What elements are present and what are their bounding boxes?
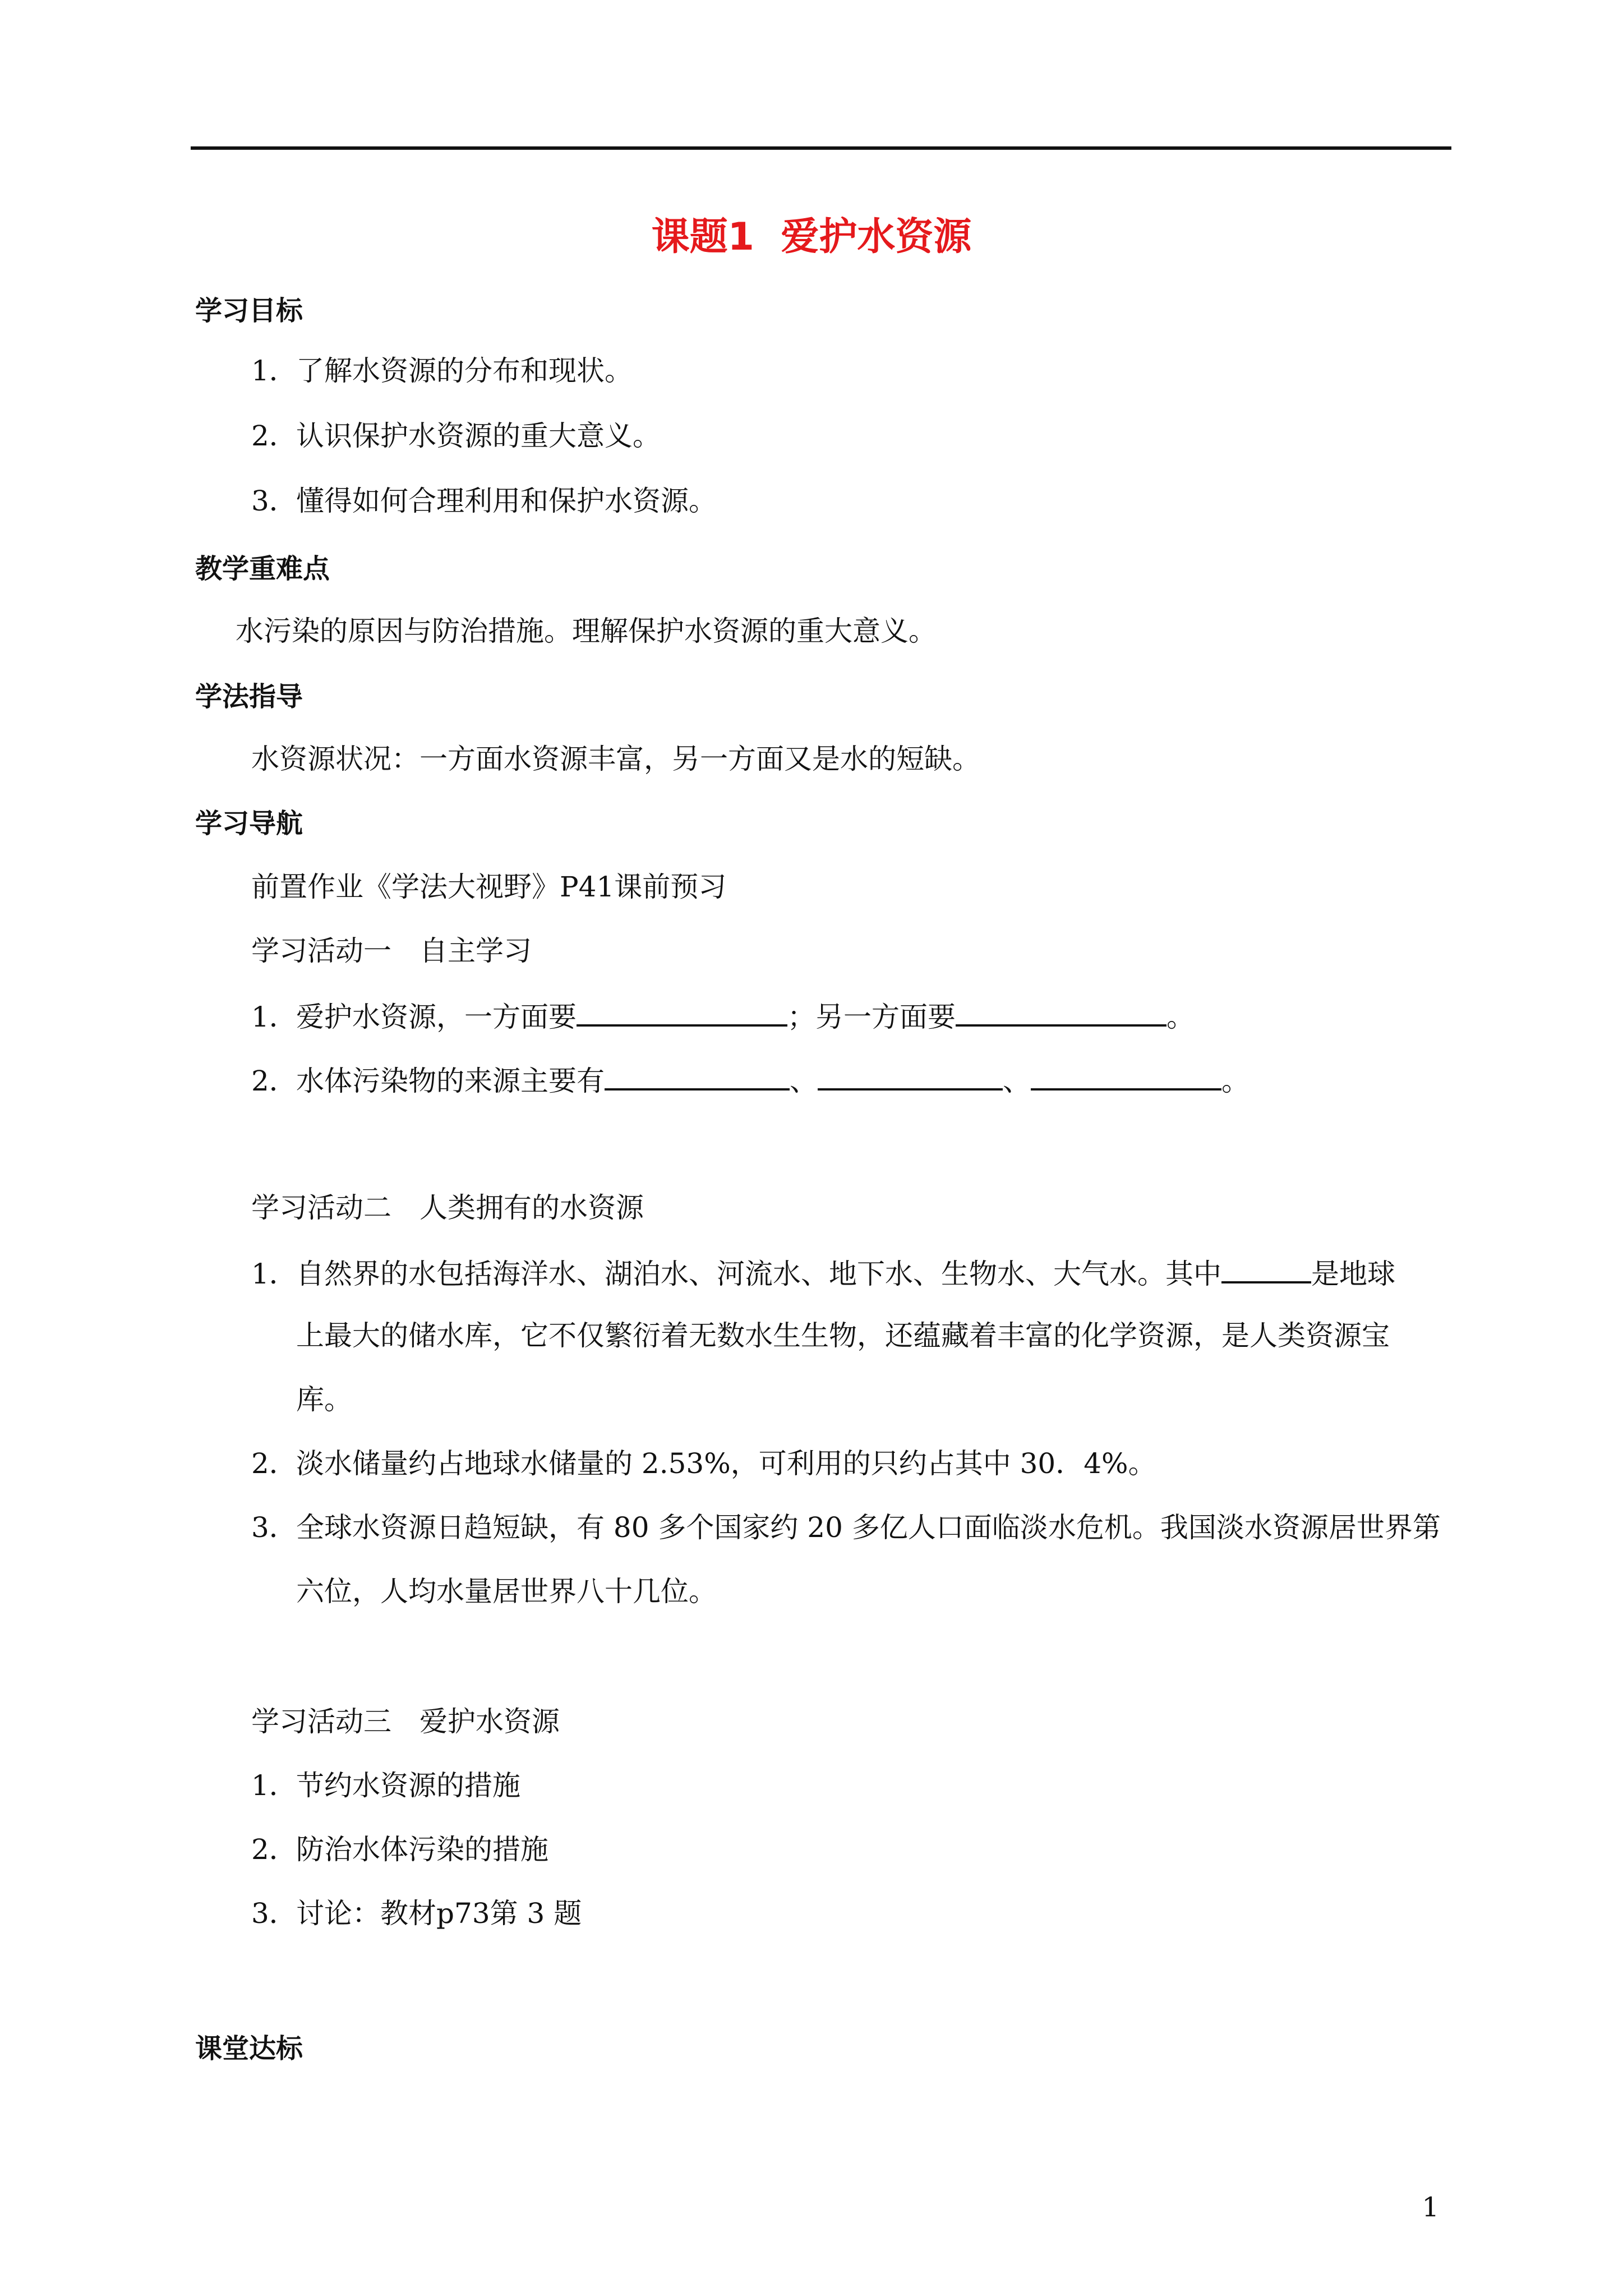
- question-text: 、: [790, 1065, 818, 1097]
- objective-item: [251, 351, 633, 390]
- question-text: 爱护水资源，一方面要: [296, 1001, 577, 1033]
- answer-blank[interactable]: [818, 1059, 1003, 1091]
- item-number: 1．: [251, 355, 297, 387]
- question-text: 。: [1221, 1065, 1249, 1097]
- item-number: 2．: [251, 1447, 297, 1480]
- item-text: 认识保护水资源的重大意义。: [296, 420, 661, 452]
- item-number: 3．: [251, 485, 297, 517]
- item-number: 3．: [251, 1897, 297, 1930]
- activity2-para-3-line-2: 六位，人均水量居世界八十几位。: [296, 1575, 717, 1608]
- para-text: 淡水储量约占地球水储量的 2.53%，可利用的只约占其中 30．4%。: [296, 1447, 1156, 1480]
- para-text: 全球水资源日趋短缺，有 80 多个国家约 20 多亿人口面临淡水危机。我国淡水资源居世界第: [296, 1511, 1441, 1544]
- activity1-question-2: [251, 1059, 1249, 1101]
- question-text: 水体污染物的来源主要有: [296, 1065, 605, 1097]
- item-text: 了解水资源的分布和现状。: [296, 355, 633, 387]
- activity2-para-1-line-1: [251, 1252, 1395, 1294]
- item-number: 3．: [251, 1511, 297, 1544]
- item-text: 讨论：教材p73第 3 题: [296, 1897, 582, 1930]
- activity3-item: [251, 1766, 520, 1805]
- heading-objectives: 学习目标: [195, 295, 303, 326]
- answer-blank[interactable]: [1221, 1252, 1311, 1283]
- activity1-title: 学习活动一 自主学习: [251, 935, 532, 967]
- item-number: 1．: [251, 1769, 297, 1802]
- page-title: 课题1 爱护水资源: [651, 215, 972, 259]
- activity1-question-1: [251, 995, 1195, 1037]
- key-points-text: 水污染的原因与防治措施。理解保护水资源的重大意义。: [236, 615, 937, 647]
- heading-navigation: 学习导航: [195, 808, 303, 839]
- answer-blank[interactable]: [956, 995, 1166, 1027]
- objective-item: [251, 416, 661, 455]
- question-text: ；另一方面要: [787, 1001, 956, 1033]
- activity3-item: [251, 1830, 548, 1869]
- answer-blank[interactable]: [605, 1059, 790, 1091]
- heading-guidance: 学法指导: [195, 681, 303, 712]
- para-text: 自然界的水包括海洋水、湖泊水、河流水、地下水、生物水、大气水。其中: [296, 1258, 1221, 1290]
- item-number: 2．: [251, 1833, 297, 1866]
- answer-blank[interactable]: [577, 995, 787, 1027]
- activity2-title: 学习活动二 人类拥有的水资源: [251, 1191, 644, 1224]
- heading-classroom: 课堂达标: [195, 2033, 303, 2064]
- item-number: 2．: [251, 420, 297, 452]
- item-text: 懂得如何合理利用和保护水资源。: [296, 485, 717, 517]
- activity2-para-1-line-2: 上最大的储水库，它不仅繁衍着无数水生生物，还蕴藏着丰富的化学资源，是人类资源宝: [296, 1319, 1390, 1352]
- item-text: 节约水资源的措施: [296, 1769, 520, 1802]
- answer-blank[interactable]: [1031, 1059, 1221, 1091]
- question-text: 、: [1003, 1065, 1031, 1097]
- heading-key-points: 教学重难点: [195, 553, 330, 585]
- activity3-item: [251, 1894, 582, 1933]
- header-rule: [191, 146, 1451, 150]
- pre-work-text: 前置作业《学法大视野》P41课前预习: [251, 871, 727, 903]
- para-text: 是地球: [1311, 1258, 1395, 1290]
- activity2-para-3-line-1: [251, 1508, 1441, 1547]
- question-text: 。: [1166, 1001, 1195, 1033]
- activity2-para-2: [251, 1444, 1156, 1483]
- item-number: 1．: [251, 1001, 297, 1033]
- activity3-title: 学习活动三 爱护水资源: [251, 1705, 560, 1738]
- item-number: 1．: [251, 1258, 297, 1290]
- guidance-text: 水资源状况：一方面水资源丰富，另一方面又是水的短缺。: [251, 743, 980, 775]
- objective-item: [251, 481, 717, 521]
- item-text: 防治水体污染的措施: [296, 1833, 548, 1866]
- item-number: 2．: [251, 1065, 297, 1097]
- activity2-para-1-line-3: 库。: [296, 1383, 352, 1416]
- page-number: 1: [1422, 2192, 1439, 2223]
